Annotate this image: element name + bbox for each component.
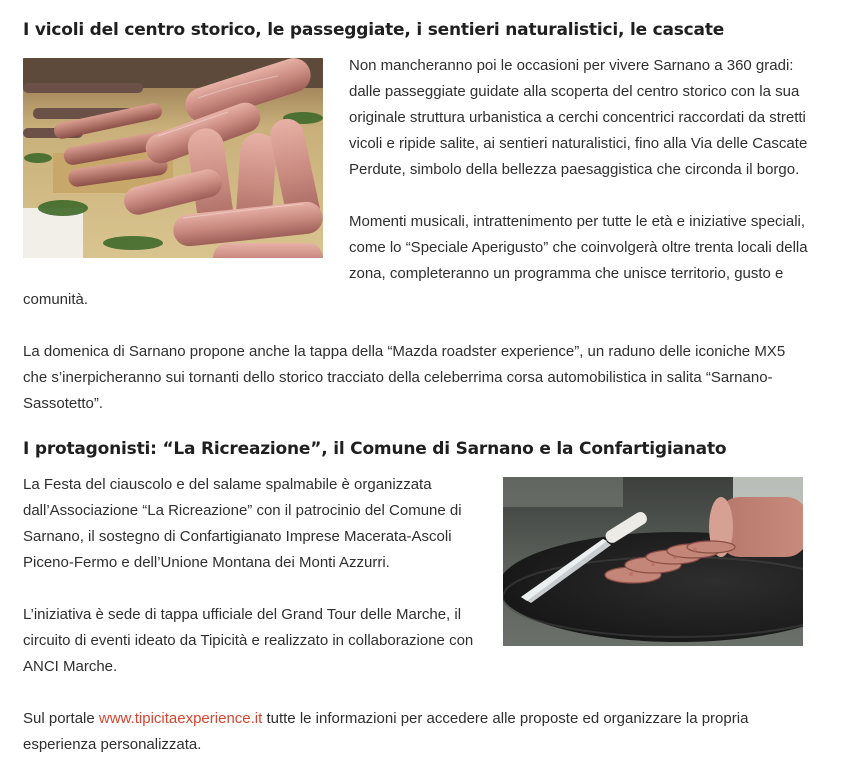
paragraph-sarnano-360: Non mancheranno poi le occasioni per vivere Sarnano a 360 gradi: dalle passeggiate guidate alla scoperta del centro storico con la sua originale struttura urbanistica a cerchi concentrici raccordati da stretti vicoli e ripide salite, ai sentieri naturalistici, fino alla Via delle Cascate Perdute, simbolo della bellezza paesaggistica che circonda il borgo. [349, 57, 808, 178]
sausages-image [23, 58, 323, 258]
salumi-photo [23, 58, 323, 258]
paragraph-grand-tour: L’iniziativa è sede di tappa ufficiale del Grand Tour delle Marche, il circuito di eventi ideato da Tipicità e realizzato in collaborazione con ANCI Marche. [23, 606, 474, 675]
paragraph-mazda-roadster: La domenica di Sarnano propone anche la tappa della “Mazda roadster experience”, un raduno delle iconiche MX5 che s’inerpicheranno sui tornanti dello storico tracciato della celeberrima corsa automobilistica in salita “Sarnano-Sassotetto”. [23, 343, 786, 412]
section-heading-protagonisti: I protagonisti: “La Ricreazione”, il Comune di Sarnano e la Confartigianato [23, 439, 727, 459]
paragraph-portale [23, 706, 813, 758]
portale-text-after: tutte le informazioni per accedere alle proposte ed organizzare la propria esperienza personalizzata. [23, 710, 749, 753]
paragraph-momenti-musicali: Momenti musicali, intrattenimento per tutte le età e iniziative speciali, come lo “Speciale Aperigusto” che coinvolgerà oltre trenta locali della zona, completeranno un programma che unisce territorio, gusto e comunità. [23, 213, 808, 308]
section-heading-vicoli: I vicoli del centro storico, le passeggiate, i sentieri naturalistici, le cascate [23, 20, 725, 40]
paragraph-festa-ciauscolo: La Festa del ciauscolo e del salame spalmabile è organizzata dall’Associazione “La Ricreazione” con il patrocinio del Comune di Sarnano, il sostegno di Confartigianato Imprese Macerata-Ascoli Piceno-Fermo e dell’Unione Montana dei Monti Azzurri. [23, 476, 462, 571]
tipicita-link[interactable]: www.tipicitaexperience.it [98, 710, 263, 727]
section-vicoli [23, 53, 813, 417]
salame-photo [503, 477, 803, 646]
sliced-salami-image [503, 477, 803, 646]
section-protagonisti [23, 472, 813, 758]
portale-text-before: Sul portale [23, 710, 99, 727]
